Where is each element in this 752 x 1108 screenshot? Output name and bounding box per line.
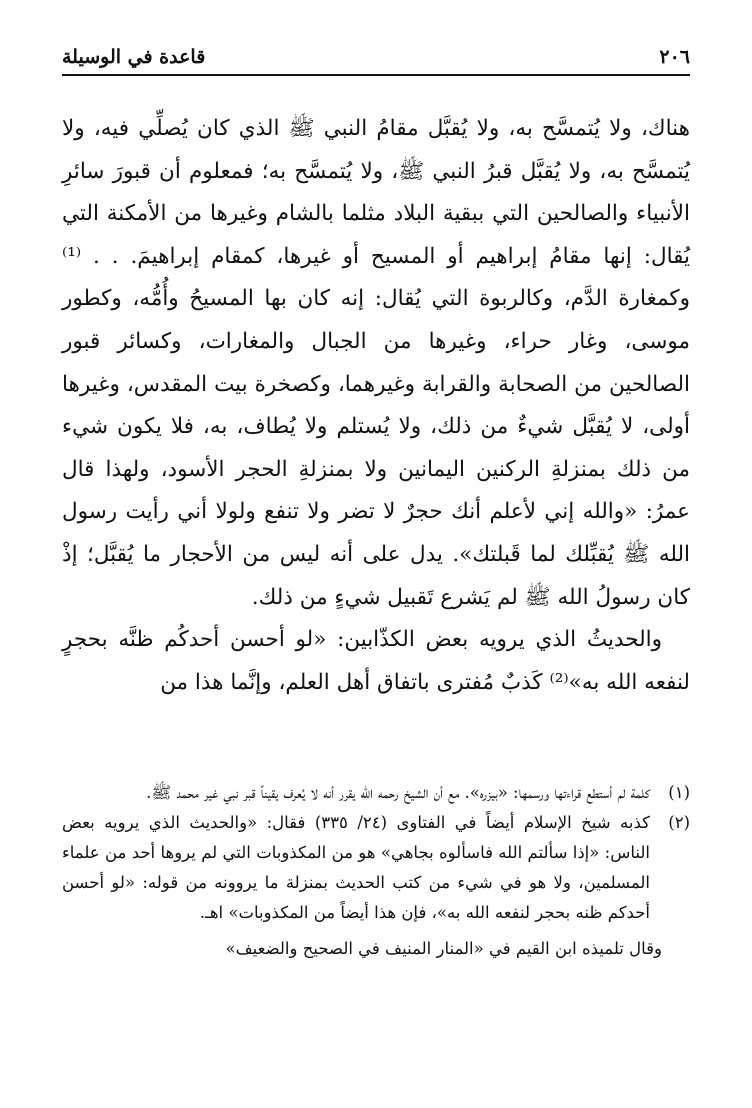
page-header xyxy=(62,40,690,76)
page-number: ٢٠٦ xyxy=(659,46,690,68)
footnotes xyxy=(62,778,690,964)
footnote-text: كذبه شيخ الإسلام أيضاً في الفتاوى (٢٤/ ٣٣٥) فقال: «والحديث الذي يرويه بعض الناس: «إذا سألتم الله فاسألوه بجاهي» هو من المكذوبات التي لم يروها أحد من علماء المسلمين، ولا هو في شيء من كتب الحديث بمنزلة ما يروونه من قوله: «لو أحسن أحدكم ظنه بحجر لنفعه الله به»، فإن هذا أيضاً من المكذوبات» اهـ. xyxy=(62,813,650,922)
footnote-2 xyxy=(62,808,690,928)
footnote-number: (١) xyxy=(668,783,690,802)
footnote-1 xyxy=(62,778,690,808)
body-paragraph-2: والحديثُ الذي يرويه بعض الكذّابين: «لو أحسن أحدكُم ظنَّه بحجرٍ لنفعه الله به»⁽²⁾ كَذبٌ مُفترى باتفاق أهل العلم، وإنَّما هذا من xyxy=(62,627,690,695)
footnote-number: (٢) xyxy=(668,813,690,832)
running-title: قاعدة في الوسيلة xyxy=(62,46,206,68)
body-paragraph-1: هناك، ولا يُتمسَّح به، ولا يُقبَّل مقامُ النبي ﷺ الذي كان يُصلِّي فيه، ولا يُتمسَّح به، ولا يُقبَّل قبرُ النبي ﷺ، ولا يُتمسَّح به؛ فمعلوم أن قبورَ سائرِ الأنبياء والصالحين التي ببقية البلاد مثلما بالشام وغيرها من الأمكنة التي يُقال: إنها مقامُ إبراهيم أو المسيح أو غيرها، كمقام إبراهيمَ. . . ⁽¹⁾ وكمغارة الدَّم، وكالربوة التي يُقال: إنه كان بها المسيحُ وأُمُّه، وكطور موسى، وغار حراء، وغيرها من الجبال والمغارات، وكسائر قبور الصالحين من الصحابة والقرابة وغيرهما، وكصخرة بيت المقدس، وغيرها أولى، لا يُقبَّل شيءٌ من ذلك، ولا يُستلم ولا يُطاف، به، فلا يكون شيء من ذلك بمنزلةِ الركنين اليمانين ولا بمنزلةِ الحجر الأسود، ولهذا قال عمرُ: «والله إني لأعلم أنك حجرٌ لا تضر ولا تنفع ولولا أني رأيت رسول الله ﷺ يُقبِّلك لما قَبلتك». يدل على أنه ليس من الأحجار ما يُقبَّل؛ إذْ كان رسولُ الله ﷺ لم يَشرع تَقبيل شيءٍ من ذلك. xyxy=(62,116,690,610)
footnote-text: كلمة لم أستطع قراءتها ورسمها: «بيزره». مع أن الشيخ رحمه الله يقرر أنه لا يُعرف يقيناً قبر نبي غير محمد ﷺ. xyxy=(146,783,650,802)
main-text xyxy=(62,108,690,704)
footnote-continuation: وقال تلميذه ابن القيم في «المنار المنيف في الصحيح والضعيف» xyxy=(225,939,662,958)
